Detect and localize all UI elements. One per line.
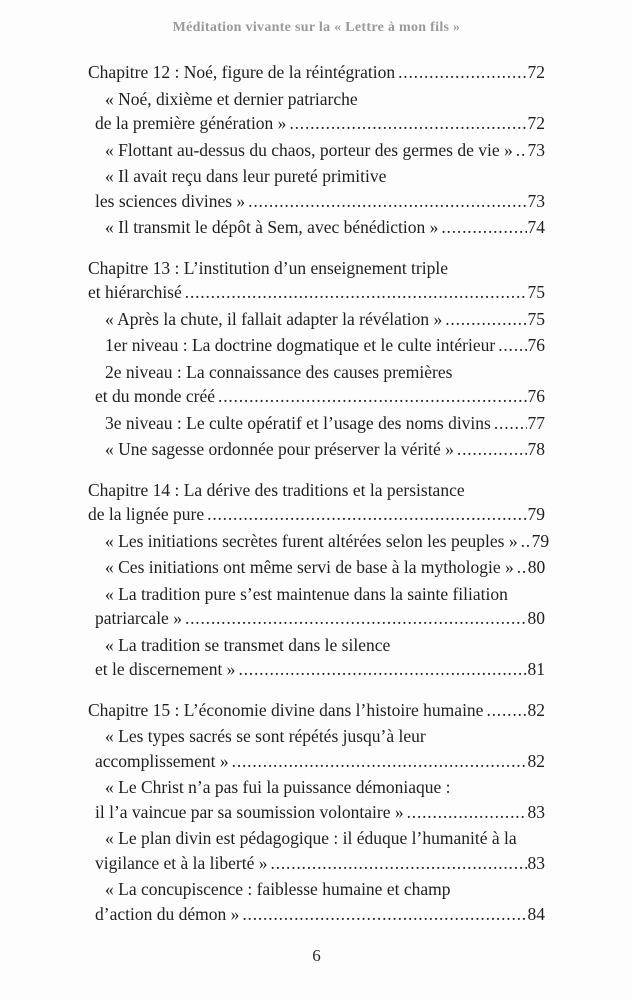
toc-chapter-title (88, 478, 545, 527)
toc-entry-page-number: 83 (527, 801, 545, 822)
toc-sub-entry (88, 138, 545, 163)
toc-entry-text: « Le plan divin est pédagogique : il éduque l’humanité à la (105, 828, 517, 848)
toc-chapter-title (88, 698, 545, 723)
toc-entry-page-number: 79 (527, 504, 545, 524)
toc-entry-page-number: 80 (527, 608, 545, 628)
toc-entry-text: « Les initiations secrètes furent altérées selon les peuples » (105, 530, 518, 551)
dot-leader (218, 384, 526, 409)
toc-entry-line (88, 138, 545, 163)
running-header: Méditation vivante sur la « Lettre à mon fils » (172, 20, 461, 35)
dot-leader (185, 606, 527, 631)
toc-entry-text: et le discernement » (95, 659, 236, 679)
toc-entry-text: « Après la chute, il fallait adapter la révélation » (105, 308, 443, 329)
toc-entry-page-number: 79 (531, 530, 550, 551)
toc-entry-line (88, 902, 545, 927)
dot-leader (248, 189, 526, 214)
toc-entry-page-number: 77 (527, 412, 545, 433)
page-number: 6 (312, 946, 321, 965)
toc-entry-page-number: 83 (527, 852, 545, 873)
toc-entry-text: 1er niveau : La doctrine dogmatique et le culte intérieur (105, 335, 496, 355)
dot-leader (398, 60, 526, 85)
dot-leader (232, 749, 527, 774)
toc-sub-entry (88, 877, 545, 926)
dot-leader (289, 111, 526, 136)
toc-entry-line (88, 529, 550, 554)
toc-sub-entry (88, 164, 545, 213)
toc-chapter-block (88, 256, 545, 462)
toc-sub-entry (88, 775, 545, 824)
dot-leader (242, 902, 526, 927)
toc-sub-entry (88, 633, 545, 682)
toc-entry-line (88, 437, 545, 462)
toc-entry-page-number: 75 (527, 308, 545, 329)
toc-entry-text: vigilance et à la liberté » (95, 852, 268, 873)
toc-entry-text: Chapitre 15 : L’économie divine dans l’histoire humaine (88, 699, 484, 720)
toc-entry-text: « Ces initiations ont même servi de base à la mythologie » (105, 557, 514, 577)
toc-sub-entry (88, 333, 545, 358)
toc-entry-text: les sciences divines » (95, 190, 246, 211)
toc-entry-text: « Une sagesse ordonnée pour préserver la vérité » (105, 439, 454, 459)
toc-entry-text: 3e niveau : Le culte opératif et l’usage des noms divins (105, 412, 491, 433)
toc-entry-text: d’action du démon » (95, 903, 240, 924)
toc-sub-entry (88, 529, 550, 554)
toc-chapter-block (88, 698, 545, 927)
toc-entry-text: « Les types sacrés se sont répétés jusqu’à leur (105, 726, 426, 746)
dot-leader (207, 502, 526, 527)
toc-entry-page-number: 81 (527, 659, 545, 679)
dot-leader (486, 698, 526, 723)
toc-entry-text: et du monde créé (95, 386, 216, 406)
toc-entry-page-number: 82 (527, 750, 545, 771)
toc-sub-entry (88, 437, 545, 462)
toc-sub-entry (88, 555, 545, 580)
toc-entry-line (88, 749, 545, 774)
toc-entry-page-number: 80 (527, 557, 546, 577)
toc-entry-page-number: 78 (527, 439, 545, 459)
toc-entry-line (88, 800, 545, 825)
toc-entry-line (88, 189, 545, 214)
toc-entry-text: « Noé, dixième et dernier patriarche (105, 88, 358, 109)
dot-leader (407, 800, 527, 825)
toc-entry-line (88, 606, 545, 631)
toc-entry-page-number: 73 (527, 139, 545, 160)
toc-entry-text: « La concupiscence : faiblesse humaine et champ (105, 879, 451, 899)
toc-entry-text: « Il avait reçu dans leur pureté primitive (105, 166, 387, 186)
toc-entry-page-number: 75 (527, 282, 545, 302)
toc-sub-entry (88, 215, 545, 240)
dot-leader (238, 657, 526, 682)
toc-entry-line (88, 411, 545, 436)
dot-leader (498, 333, 526, 358)
toc-entry-text: Chapitre 14 : La dérive des traditions et la persistance (88, 479, 465, 500)
toc-entry-text: accomplissement » (95, 750, 229, 771)
toc-entry-page-number: 82 (527, 699, 545, 720)
dot-leader (516, 138, 527, 163)
toc-entry-text: et hiérarchisé (88, 282, 182, 302)
toc-sub-entry (88, 826, 545, 875)
toc-entry-line (88, 698, 545, 723)
toc-sub-entry (88, 307, 545, 332)
dot-leader (445, 307, 526, 332)
toc-sub-entry (88, 87, 545, 136)
toc-entry-page-number: 72 (527, 113, 545, 133)
toc-entry-page-number: 76 (527, 335, 545, 355)
dot-leader (441, 215, 526, 240)
dot-leader (494, 411, 527, 436)
toc-entry-text: « Il transmit le dépôt à Sem, avec bénédiction » (105, 217, 439, 237)
dot-leader (185, 280, 527, 305)
table-of-contents (88, 60, 550, 926)
toc-chapter-block (88, 478, 550, 682)
toc-chapter-block (88, 60, 545, 240)
toc-sub-entry (88, 724, 545, 773)
toc-sub-entry (88, 411, 545, 436)
toc-entry-page-number: 73 (527, 190, 545, 211)
toc-entry-line (88, 215, 545, 240)
toc-chapter-title (88, 60, 545, 85)
toc-entry-line (88, 111, 545, 136)
dot-leader (271, 851, 527, 876)
toc-entry-page-number: 76 (527, 386, 545, 406)
toc-entry-line (88, 280, 545, 305)
toc-entry-page-number: 84 (527, 903, 545, 924)
toc-entry-text: Chapitre 12 : Noé, figure de la réintégration (88, 62, 396, 82)
toc-entry-line (88, 60, 545, 85)
toc-entry-text: Chapitre 13 : L’institution d’un enseignement triple (88, 257, 448, 278)
toc-chapter-title (88, 256, 545, 305)
toc-entry-text: « Le Christ n’a pas fui la puissance démoniaque : (105, 777, 451, 797)
dot-leader (521, 529, 531, 554)
toc-sub-entry (88, 582, 545, 631)
toc-entry-text: patriarcale » (95, 608, 182, 628)
toc-entry-text: 2e niveau : La connaissance des causes premières (105, 361, 453, 382)
toc-entry-line (88, 851, 545, 876)
toc-entry-text: de la lignée pure (88, 504, 205, 524)
toc-entry-line (88, 502, 545, 527)
dot-leader (457, 437, 527, 462)
toc-entry-line (88, 307, 545, 332)
toc-entry-line (88, 384, 545, 409)
toc-entry-text: il l’a vaincue par sa soumission volontaire » (95, 801, 404, 822)
toc-entry-line (88, 555, 545, 580)
toc-entry-page-number: 72 (527, 62, 545, 82)
toc-sub-entry (88, 360, 545, 409)
toc-entry-line (88, 657, 545, 682)
toc-entry-text: « La tradition pure s’est maintenue dans la sainte filiation (105, 583, 508, 604)
toc-entry-line (88, 333, 545, 358)
toc-entry-text: « La tradition se transmet dans le silence (105, 634, 391, 655)
toc-entry-text: « Flottant au-dessus du chaos, porteur des germes de vie » (105, 139, 513, 160)
dot-leader (517, 555, 527, 580)
toc-entry-text: de la première génération » (95, 113, 287, 133)
toc-entry-page-number: 74 (527, 217, 545, 237)
